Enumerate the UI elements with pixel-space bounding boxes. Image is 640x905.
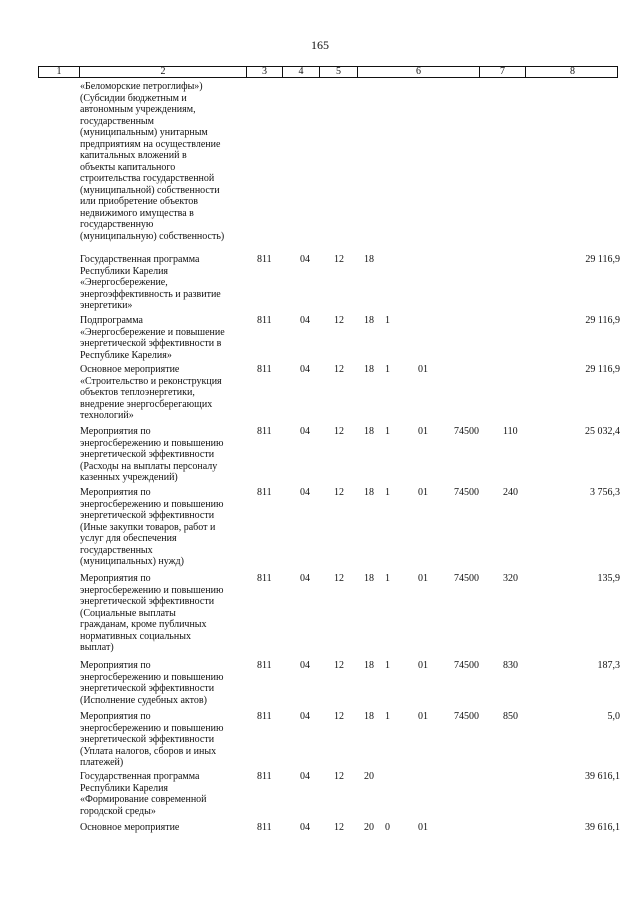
row-description	[80, 487, 245, 568]
text-line: Мероприятия по	[80, 711, 151, 722]
cell-subprogram: 1	[385, 711, 390, 722]
text-line: энергосбережению и повышению	[80, 584, 224, 596]
cell-expense-type: 240	[503, 487, 518, 498]
cell-program: 18	[364, 315, 374, 326]
text-line: (Расходы на выплаты персоналу	[80, 460, 218, 472]
cell-section: 04	[300, 711, 310, 722]
cell-ministry: 811	[257, 573, 272, 584]
cell-subsection: 12	[334, 364, 344, 375]
cell-subsection: 12	[334, 711, 344, 722]
text-line: (Субсидии бюджетным и	[80, 92, 187, 104]
row-description	[80, 711, 245, 769]
text-line: «Строительство и реконструкция	[80, 375, 222, 387]
cell-ministry: 811	[257, 426, 272, 437]
cell-subprogram: 0	[385, 822, 390, 833]
text-line: Республике Карелия»	[80, 349, 172, 361]
text-line: энергетической эффективности в	[80, 338, 222, 349]
cell-amount: 25 032,4	[585, 426, 620, 437]
text-line: казенных учреждений)	[80, 472, 178, 483]
cell-program: 20	[364, 822, 374, 833]
header-col-5: 5	[320, 67, 358, 77]
text-line: «Беломорские петроглифы»)	[80, 81, 203, 92]
text-line: Мероприятия по	[80, 487, 151, 498]
cell-amount: 3 756,3	[590, 487, 620, 498]
cell-subprogram: 1	[385, 315, 390, 326]
text-line: Основное мероприятие	[80, 364, 180, 375]
text-line: выплат)	[80, 642, 114, 653]
row-description	[80, 573, 245, 654]
cell-ministry: 811	[257, 364, 272, 375]
text-line: энергосбережению и повышению	[80, 671, 224, 683]
cell-subsection: 12	[334, 315, 344, 326]
text-line: Республики Карелия	[80, 782, 169, 794]
text-line: «Энергосбережение,	[80, 277, 168, 288]
cell-subsection: 12	[334, 254, 344, 265]
cell-subsection: 12	[334, 487, 344, 498]
text-line: предприятиям на осуществление	[80, 138, 221, 150]
cell-section: 04	[300, 771, 310, 782]
row-description	[80, 771, 245, 817]
text-line: энергосбережению и повышению	[80, 437, 224, 449]
row-description	[80, 315, 245, 361]
cell-ministry: 811	[257, 822, 272, 833]
text-line: (муниципальных) нужд)	[80, 556, 184, 567]
cell-subprogram: 1	[385, 426, 390, 437]
text-line: (муниципальную) собственность)	[80, 230, 225, 242]
text-line: государственным	[80, 115, 154, 127]
cell-expense-type: 830	[503, 660, 518, 671]
cell-amount: 39 616,1	[585, 771, 620, 782]
cell-program: 18	[364, 364, 374, 375]
text-line: энергетической эффективности	[80, 683, 215, 694]
table-header	[38, 66, 618, 78]
text-line: Мероприятия по	[80, 426, 151, 437]
cell-amount: 187,3	[597, 660, 620, 671]
text-line: энергетической эффективности	[80, 449, 215, 460]
text-line: недвижимого имущества в	[80, 207, 194, 219]
cell-activity: 01	[418, 822, 428, 833]
cell-amount: 39 616,1	[585, 822, 620, 833]
row-description	[80, 660, 245, 706]
cell-section: 04	[300, 822, 310, 833]
text-line: автономным учреждениям,	[80, 104, 196, 115]
cell-section: 04	[300, 660, 310, 671]
header-col-6: 6	[358, 67, 480, 77]
cell-program: 18	[364, 711, 374, 722]
cell-expense-type: 850	[503, 711, 518, 722]
text-line: Государственная программа	[80, 771, 200, 782]
cell-subsection: 12	[334, 771, 344, 782]
cell-expense-type: 110	[503, 426, 518, 437]
header-col-4: 4	[283, 67, 320, 77]
text-line: технологий»	[80, 410, 134, 421]
cell-ministry: 811	[257, 771, 272, 782]
cell-activity: 01	[418, 573, 428, 584]
cell-activity: 01	[418, 364, 428, 375]
cell-ministry: 811	[257, 711, 272, 722]
cell-section: 04	[300, 487, 310, 498]
row-description	[80, 254, 245, 312]
cell-program: 18	[364, 487, 374, 498]
text-line: капитальных вложений в	[80, 150, 187, 161]
text-line: Мероприятия по	[80, 573, 151, 584]
cell-direction: 74500	[454, 711, 479, 722]
cell-subprogram: 1	[385, 660, 390, 671]
text-line: объектов теплоэнергетики,	[80, 387, 195, 398]
cell-subsection: 12	[334, 426, 344, 437]
cell-section: 04	[300, 426, 310, 437]
cell-activity: 01	[418, 711, 428, 722]
text-line: Республики Карелия	[80, 265, 169, 277]
cell-expense-type: 320	[503, 573, 518, 584]
header-col-2: 2	[80, 67, 247, 77]
cell-ministry: 811	[257, 254, 272, 265]
cell-amount: 135,9	[597, 573, 620, 584]
cell-direction: 74500	[454, 660, 479, 671]
text-line: внедрение энергосберегающих	[80, 398, 213, 410]
cell-direction: 74500	[454, 487, 479, 498]
cell-subsection: 12	[334, 660, 344, 671]
cell-program: 20	[364, 771, 374, 782]
text-line: Подпрограмма	[80, 315, 143, 326]
cell-program: 18	[364, 426, 374, 437]
text-line: строительства государственной	[80, 173, 215, 184]
text-line: (Социальные выплаты	[80, 607, 176, 619]
text-line: Мероприятия по	[80, 660, 151, 671]
text-line: городской среды»	[80, 805, 156, 817]
text-line: энергосбережению и повышению	[80, 722, 224, 734]
cell-activity: 01	[418, 660, 428, 671]
cell-amount: 5,0	[607, 711, 620, 722]
cell-amount: 29 116,9	[585, 254, 620, 265]
continuation-text	[80, 81, 245, 242]
cell-subprogram: 1	[385, 487, 390, 498]
text-line: энергетической эффективности	[80, 596, 215, 607]
text-line: Основное мероприятие	[80, 822, 180, 833]
text-line: (Исполнение судебных актов)	[80, 694, 207, 706]
cell-subsection: 12	[334, 573, 344, 584]
text-line: энергетической эффективности	[80, 734, 215, 745]
cell-section: 04	[300, 573, 310, 584]
row-description	[80, 364, 245, 422]
cell-amount: 29 116,9	[585, 315, 620, 326]
text-line: (муниципальной) собственности	[80, 184, 220, 196]
cell-program: 18	[364, 573, 374, 584]
cell-section: 04	[300, 364, 310, 375]
text-line: нормативных социальных	[80, 630, 191, 642]
cell-direction: 74500	[454, 573, 479, 584]
text-line: (Уплата налогов, сборов и иных	[80, 745, 217, 757]
text-line: (Иные закупки товаров, работ и	[80, 521, 216, 533]
text-line: энергосбережению и повышению	[80, 498, 224, 510]
cell-section: 04	[300, 315, 310, 326]
cell-ministry: 811	[257, 315, 272, 326]
cell-program: 18	[364, 254, 374, 265]
text-line: услуг для обеспечения	[80, 533, 177, 544]
cell-program: 18	[364, 660, 374, 671]
cell-subsection: 12	[334, 822, 344, 833]
text-line: «Формирование современной	[80, 794, 207, 805]
text-line: (муниципальным) унитарным	[80, 127, 208, 138]
text-line: объекты капитального	[80, 161, 176, 173]
header-col-1: 1	[39, 67, 80, 77]
text-line: гражданам, кроме публичных	[80, 619, 207, 630]
text-line: энергетической эффективности	[80, 510, 215, 521]
cell-subprogram: 1	[385, 364, 390, 375]
text-line: энергоэффективность и развитие	[80, 288, 221, 300]
text-line: «Энергосбережение и повышение	[80, 326, 225, 338]
text-line: или приобретение объектов	[80, 196, 199, 207]
row-description	[80, 426, 245, 484]
text-line: государственных	[80, 544, 153, 556]
text-line: Государственная программа	[80, 254, 200, 265]
header-col-8: 8	[570, 66, 575, 77]
row-description	[80, 822, 245, 834]
cell-activity: 01	[418, 487, 428, 498]
cell-activity: 01	[418, 426, 428, 437]
text-line: государственную	[80, 219, 154, 230]
text-line: платежей)	[80, 757, 124, 768]
header-col-7: 7	[480, 67, 526, 77]
header-col-3: 3	[247, 67, 283, 77]
cell-direction: 74500	[454, 426, 479, 437]
cell-subprogram: 1	[385, 573, 390, 584]
text-line: энергетики»	[80, 300, 133, 311]
cell-amount: 29 116,9	[585, 364, 620, 375]
page-number: 165	[311, 38, 329, 52]
cell-ministry: 811	[257, 487, 272, 498]
cell-section: 04	[300, 254, 310, 265]
cell-ministry: 811	[257, 660, 272, 671]
